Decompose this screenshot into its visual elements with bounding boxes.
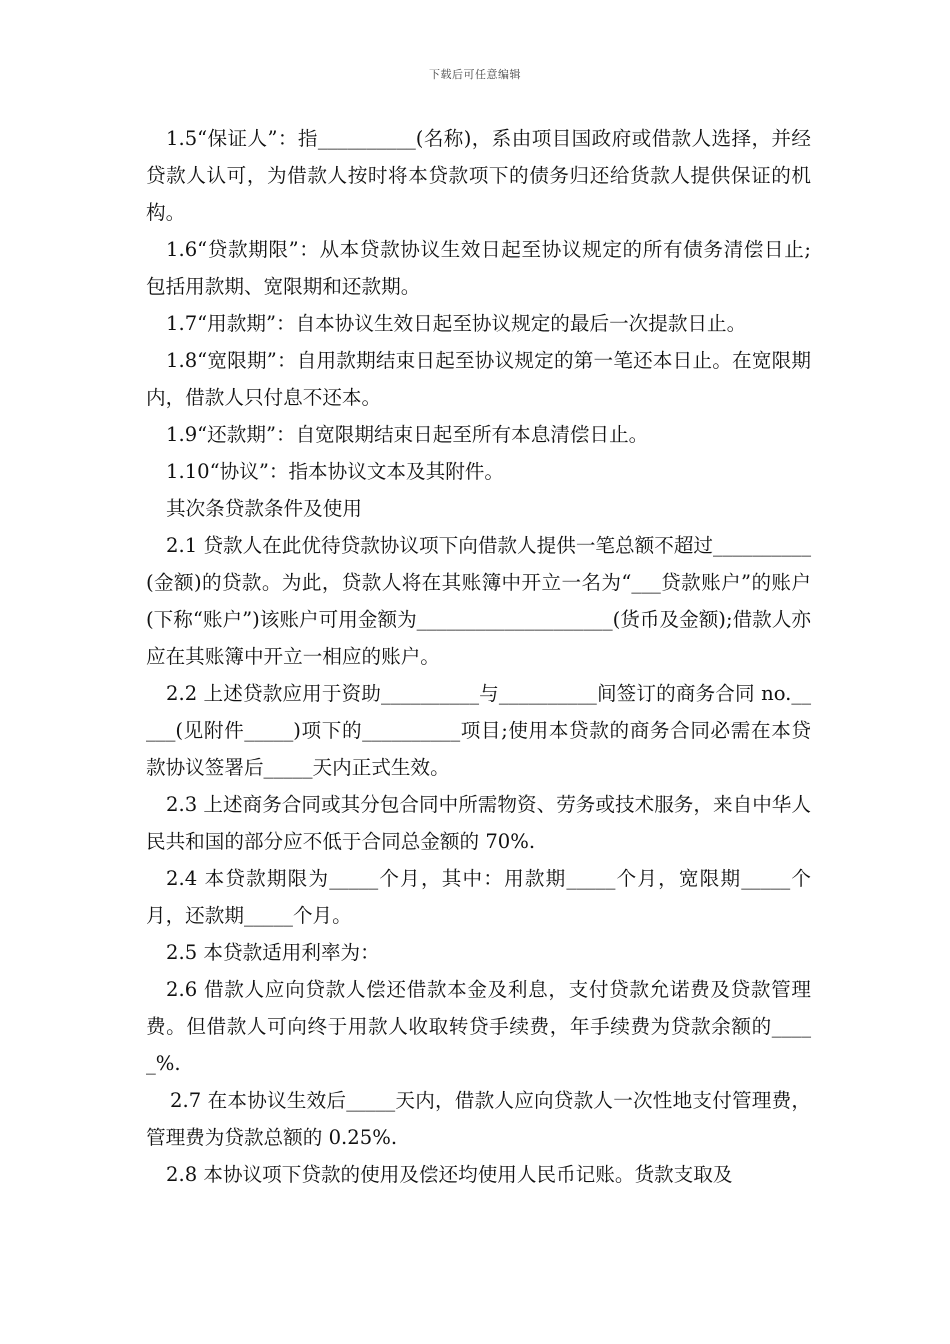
clause-1-9: 1.9“还款期”：自宽限期结束日起至所有本息清偿日止。 [166,423,649,446]
section-heading-2: 其次条贷款条件及使用 [166,497,362,520]
clause-1-10: 1.10“协议”：指本协议文本及其附件。 [166,460,504,483]
clause-2-1: 2.1 贷款人在此优待贷款协议项下向借款人提供一笔总额不超过__________(金额)的贷款。为此，贷款人将在其账簿中开立一名为“___贷款账户”的账户(下称“账户”)该账户可用金额为____________________(货币及金额);借款人亦应在其账簿中开立一相应的账户。 [146,534,811,668]
clause-1-8: 1.8“宽限期”：自用款期结束日起至协议规定的第一笔还本日止。在宽限期内，借款人只付息不还本。 [146,349,811,409]
clause-1-5: 1.5“保证人”：指__________(名称)，系由项目国政府或借款人选择，并经贷款人认可，为借款人按时将本贷款项下的债务归还给货款人提供保证的机构。 [146,127,811,224]
clause-2-3: 2.3 上述商务合同或其分包合同中所需物资、劳务或技术服务，来自中华人民共和国的部分应不低于合同总金额的 70%. [146,793,811,853]
clause-2-4: 2.4 本贷款期限为_____个月，其中：用款期_____个月，宽限期_____个月，还款期_____个月。 [146,867,811,927]
page-header: 下载后可任意编辑 [429,68,521,81]
clause-2-2: 2.2 上述贷款应用于资助__________与__________间签订的商务合同 no._____(见附件_____)项下的__________项目;使用本贷款的商务合同必需在本贷款协议签署后_____天内正式生效。 [146,682,811,779]
clause-2-6: 2.6 借款人应向贷款人偿还借款本金及利息，支付贷款允诺费及贷款管理费。但借款人可向终于用款人收取转贷手续费，年手续费为贷款余额的_____%. [146,978,811,1075]
clause-2-7: 2.7 在本协议生效后_____天内，借款人应向贷款人一次性地支付管理费，管理费为贷款总额的 0.25%. [146,1089,811,1149]
clause-2-8: 2.8 本协议项下贷款的使用及偿还均使用人民币记账。货款支取及 [166,1163,733,1186]
clause-1-6: 1.6“贷款期限”：从本贷款协议生效日起至协议规定的所有债务清偿日止;包括用款期、宽限期和还款期。 [146,238,811,298]
clause-1-7: 1.7“用款期”：自本协议生效日起至协议规定的最后一次提款日止。 [166,312,747,335]
clause-2-5: 2.5 本贷款适用利率为： [166,941,380,964]
document-body [146,120,811,1193]
